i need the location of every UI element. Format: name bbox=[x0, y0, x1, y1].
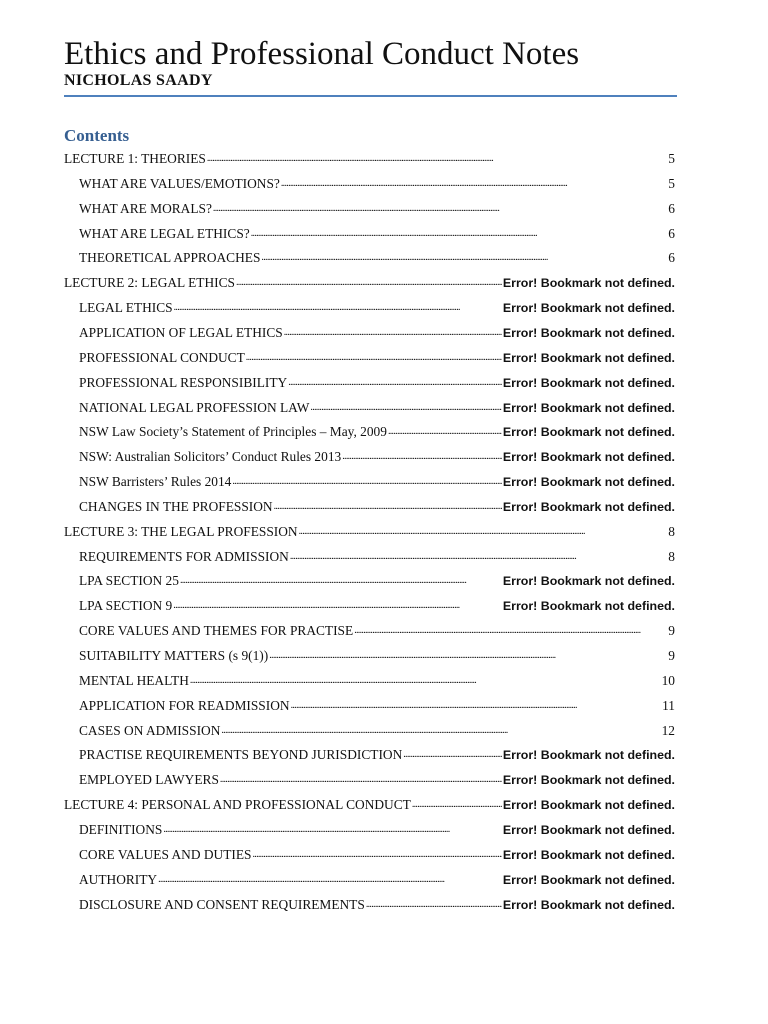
toc-entry-label: CORE VALUES AND DUTIES bbox=[79, 846, 252, 862]
toc-entry-label: NSW Barristers’ Rules 2014 bbox=[79, 474, 232, 490]
toc-dot-leader bbox=[220, 770, 502, 788]
toc-dot-leader bbox=[342, 447, 502, 465]
toc-entry-page: 12 bbox=[661, 722, 675, 738]
toc-entry-page: Error! Bookmark not defined. bbox=[502, 773, 675, 788]
toc-dot-leader bbox=[274, 497, 502, 515]
toc-entry-page: 9 bbox=[668, 623, 675, 639]
toc-entry-page: Error! Bookmark not defined. bbox=[502, 574, 675, 589]
toc-dot-leader bbox=[366, 895, 502, 913]
toc-dot-leader bbox=[213, 199, 667, 217]
toc-entry-label: DISCLOSURE AND CONSENT REQUIREMENTS bbox=[79, 896, 365, 912]
toc-entry-page: 9 bbox=[668, 648, 675, 663]
toc-dot-leader bbox=[291, 696, 662, 714]
toc-entry-page: Error! Bookmark not defined. bbox=[502, 748, 675, 763]
toc-entry-page: Error! Bookmark not defined. bbox=[502, 847, 675, 862]
toc-entry-label: APPLICATION FOR READMISSION bbox=[79, 697, 290, 713]
toc-section-entry[interactable] bbox=[79, 766, 675, 788]
toc-section-entry[interactable] bbox=[79, 170, 675, 192]
toc-entry-page: Error! Bookmark not defined. bbox=[502, 301, 675, 316]
toc-section-entry[interactable] bbox=[79, 369, 675, 391]
toc-entry-page: 5 bbox=[668, 151, 675, 166]
toc-dot-leader bbox=[221, 721, 660, 739]
toc-entry-label: WHAT ARE MORALS? bbox=[79, 200, 212, 216]
toc-entry-label: LPA SECTION 25 bbox=[79, 573, 179, 589]
toc-entry-page: Error! Bookmark not defined. bbox=[502, 450, 675, 465]
toc-lecture-entry[interactable] bbox=[64, 145, 675, 167]
toc-dot-leader bbox=[246, 348, 502, 366]
toc-dot-leader bbox=[281, 174, 667, 192]
toc-entry-label: CHANGES IN THE PROFESSION bbox=[79, 498, 273, 514]
toc-dot-leader bbox=[163, 820, 502, 838]
toc-entry-page: Error! Bookmark not defined. bbox=[502, 499, 675, 514]
toc-dot-leader bbox=[232, 472, 502, 490]
toc-entry-label: PROFESSIONAL RESPONSIBILITY bbox=[79, 374, 288, 390]
toc-dot-leader bbox=[412, 795, 502, 813]
toc-entry-page: Error! Bookmark not defined. bbox=[502, 425, 675, 440]
toc-entry-label: NSW: Australian Solicitors’ Conduct Rules 2013 bbox=[79, 449, 342, 465]
toc-dot-leader bbox=[403, 745, 502, 763]
toc-section-entry[interactable] bbox=[79, 195, 675, 217]
toc-entry-label: REQUIREMENTS FOR ADMISSION bbox=[79, 548, 289, 564]
toc-entry-label: APPLICATION OF LEGAL ETHICS bbox=[79, 324, 283, 340]
toc-dot-leader bbox=[299, 522, 668, 540]
toc-dot-leader bbox=[310, 398, 501, 416]
toc-section-entry[interactable] bbox=[79, 617, 675, 639]
toc-entry-page: Error! Bookmark not defined. bbox=[502, 276, 675, 291]
toc-dot-leader bbox=[190, 671, 661, 689]
toc-section-entry[interactable] bbox=[79, 642, 675, 664]
toc-section-entry[interactable] bbox=[79, 816, 675, 838]
toc-entry-page: Error! Bookmark not defined. bbox=[502, 400, 675, 415]
toc-entry-page: 6 bbox=[668, 225, 675, 241]
title-divider bbox=[64, 95, 677, 97]
toc-section-entry[interactable] bbox=[79, 294, 675, 316]
toc-section-entry[interactable] bbox=[79, 717, 675, 739]
toc-section-entry[interactable] bbox=[79, 468, 675, 490]
document-author: NICHOLAS SAADY bbox=[64, 72, 213, 89]
toc-entry-page: Error! Bookmark not defined. bbox=[502, 475, 675, 490]
toc-entry-page: 6 bbox=[668, 200, 675, 216]
toc-entry-page: Error! Bookmark not defined. bbox=[502, 872, 675, 887]
toc-entry-label: LECTURE 4: PERSONAL AND PROFESSIONAL CONDUCT bbox=[64, 797, 411, 813]
toc-entry-label: WHAT ARE VALUES/EMOTIONS? bbox=[79, 175, 280, 191]
toc-dot-leader bbox=[207, 149, 667, 167]
toc-dot-leader bbox=[290, 547, 667, 565]
toc-section-entry[interactable] bbox=[79, 667, 675, 689]
toc-entry-label: PROFESSIONAL CONDUCT bbox=[79, 349, 245, 365]
toc-section-entry[interactable] bbox=[79, 841, 675, 863]
toc-entry-label: LECTURE 1: THEORIES bbox=[64, 151, 206, 166]
toc-entry-label: LPA SECTION 9 bbox=[79, 598, 173, 614]
toc-entry-label: DEFINITIONS bbox=[79, 821, 163, 837]
document-title: Ethics and Professional Conduct Notes bbox=[64, 36, 580, 72]
toc-entry-page: Error! Bookmark not defined. bbox=[502, 798, 675, 813]
toc-entry-page: 11 bbox=[662, 697, 675, 713]
toc-section-entry[interactable] bbox=[79, 891, 675, 913]
toc-section-entry[interactable] bbox=[79, 592, 675, 614]
toc-entry-label: EMPLOYED LAWYERS bbox=[79, 772, 219, 788]
toc-dot-leader bbox=[288, 373, 502, 391]
toc-dot-leader bbox=[388, 422, 502, 440]
toc-dot-leader bbox=[158, 870, 502, 888]
toc-lecture-entry[interactable] bbox=[64, 791, 675, 813]
toc-entry-label: NATIONAL LEGAL PROFESSION LAW bbox=[79, 399, 310, 415]
toc-section-entry[interactable] bbox=[79, 567, 675, 589]
toc-entry-page: 6 bbox=[668, 250, 675, 266]
toc-entry-label: CASES ON ADMISSION bbox=[79, 722, 221, 738]
toc-dot-leader bbox=[180, 571, 502, 589]
toc-section-entry[interactable] bbox=[79, 493, 675, 515]
toc-lecture-entry[interactable] bbox=[64, 269, 675, 291]
toc-entry-label: SUITABILITY MATTERS (s 9(1)) bbox=[79, 648, 269, 663]
toc-entry-page: Error! Bookmark not defined. bbox=[502, 325, 675, 340]
toc-entry-label: MENTAL HEALTH bbox=[79, 672, 189, 688]
toc-dot-leader bbox=[284, 323, 502, 341]
toc-section-entry[interactable] bbox=[79, 220, 675, 242]
toc-dot-leader bbox=[252, 845, 501, 863]
toc-entry-page: Error! Bookmark not defined. bbox=[502, 599, 675, 614]
toc-entry-label: PRACTISE REQUIREMENTS BEYOND JURISDICTION bbox=[79, 747, 403, 763]
toc-dot-leader bbox=[236, 273, 502, 291]
toc-entry-label: LECTURE 3: THE LEGAL PROFESSION bbox=[64, 523, 298, 539]
toc-section-entry[interactable] bbox=[79, 692, 675, 714]
toc-dot-leader bbox=[173, 596, 502, 614]
toc-dot-leader bbox=[269, 646, 667, 664]
toc-section-entry[interactable] bbox=[79, 319, 675, 341]
toc-entry-label: WHAT ARE LEGAL ETHICS? bbox=[79, 225, 250, 241]
toc-entry-page: 8 bbox=[668, 548, 675, 564]
toc-entry-page: 5 bbox=[668, 175, 675, 191]
toc-entry-label: CORE VALUES AND THEMES FOR PRACTISE bbox=[79, 623, 354, 639]
toc-entry-page: 8 bbox=[668, 523, 675, 539]
toc-entry-page: Error! Bookmark not defined. bbox=[502, 350, 675, 365]
contents-heading: Contents bbox=[64, 126, 130, 145]
toc-section-entry[interactable] bbox=[79, 866, 675, 888]
toc-entry-label: NSW Law Society’s Statement of Principles – May, 2009 bbox=[79, 424, 387, 440]
toc-entry-label: LEGAL ETHICS bbox=[79, 300, 173, 316]
toc-entry-page: Error! Bookmark not defined. bbox=[502, 897, 675, 912]
toc-section-entry[interactable] bbox=[79, 443, 675, 465]
toc-entry-page: Error! Bookmark not defined. bbox=[502, 375, 675, 390]
toc-section-entry[interactable] bbox=[79, 244, 675, 266]
toc-section-entry[interactable] bbox=[79, 741, 675, 763]
toc-section-entry[interactable] bbox=[79, 344, 675, 366]
toc-dot-leader bbox=[354, 621, 667, 639]
toc-lecture-entry[interactable] bbox=[64, 518, 675, 540]
toc-entry-label: LECTURE 2: LEGAL ETHICS bbox=[64, 275, 235, 291]
toc-section-entry[interactable] bbox=[79, 543, 675, 565]
toc-dot-leader bbox=[261, 248, 667, 266]
toc-entry-label: AUTHORITY bbox=[79, 871, 158, 887]
toc-entry-label: THEORETICAL APPROACHES bbox=[79, 250, 261, 266]
toc-entry-page: Error! Bookmark not defined. bbox=[502, 822, 675, 837]
toc-entry-page: 10 bbox=[661, 672, 675, 688]
toc-section-entry[interactable] bbox=[79, 418, 675, 440]
toc-dot-leader bbox=[174, 298, 502, 316]
toc-section-entry[interactable] bbox=[79, 394, 675, 416]
toc-dot-leader bbox=[251, 224, 668, 242]
